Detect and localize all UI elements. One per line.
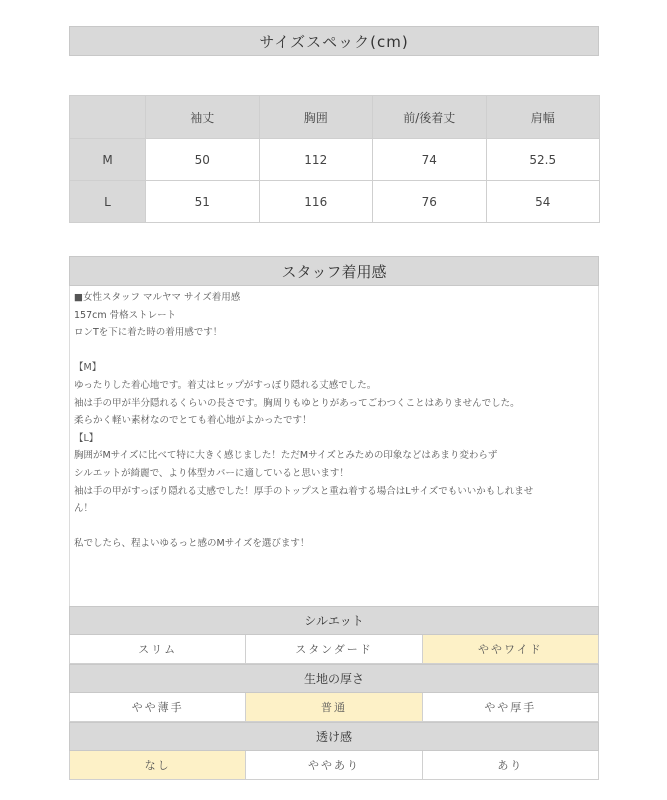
attribute-options-silhouette [69, 635, 599, 664]
attribute-label-thickness: 生地の厚さ [69, 664, 599, 693]
text-line: 袖は手の甲がすっぽり隠れる丈感でした！厚手のトップスと重ね着する場合はLサイズでもいいかもしれませ [74, 485, 534, 497]
size-spec-table [69, 95, 600, 223]
text-line [74, 518, 594, 536]
row-header-size: M [70, 139, 146, 181]
column-header: 袖丈 [146, 96, 260, 139]
size-spec-corner [70, 96, 146, 139]
row-header-size: L [70, 181, 146, 223]
table-cell: 116 [259, 181, 373, 223]
column-header: 肩幅 [486, 96, 600, 139]
table-cell: 76 [373, 181, 487, 223]
attribute-option: やや厚手 [423, 693, 599, 722]
column-header: 前/後着丈 [373, 96, 487, 139]
text-line [74, 342, 594, 360]
attribute-option: 普通 [246, 693, 422, 722]
staff-impression-text [69, 286, 599, 606]
text-line: 【M】 [74, 362, 102, 374]
table-cell: 74 [373, 139, 487, 181]
attribute-option: スリム [70, 635, 246, 664]
size-spec-title: サイズスペック(cm) [69, 26, 599, 56]
attribute-option: ややワイド [423, 635, 599, 664]
attribute-option: あり [423, 751, 599, 780]
text-line: シルエットが綺麗で、より体型カバーに適していると思います！ [74, 467, 349, 479]
text-line: 私でしたら、程よいゆるっと感のMサイズを選びます！ [74, 538, 310, 550]
attribute-options-sheerness [69, 751, 599, 780]
attribute-label-sheerness: 透け感 [69, 722, 599, 751]
table-cell: 50 [146, 139, 260, 181]
text-line: 胸囲がMサイズに比べて特に大きく感じました！ただMサイズとみための印象などはあまり変わらず [74, 450, 498, 462]
attribute-option: スタンダード [246, 635, 422, 664]
column-header: 胸囲 [259, 96, 373, 139]
text-line: 【L】 [74, 432, 99, 444]
text-line: 157cm 骨格ストレート [74, 309, 177, 321]
staff-impression-title: スタッフ着用感 [69, 256, 599, 286]
attribute-option: なし [70, 751, 246, 780]
table-row [70, 139, 600, 181]
attribute-option: ややあり [246, 751, 422, 780]
text-line: ■女性スタッフ マルヤマ サイズ着用感 [74, 292, 241, 303]
text-line: 袖は手の甲が半分隠れるくらいの長さです。胸周りもゆとりがあってごわつくことはありませんでした。 [74, 397, 520, 409]
table-cell: 54 [486, 181, 600, 223]
attribute-option: やや薄手 [70, 693, 246, 722]
size-spec-header-row [70, 96, 600, 139]
text-line: ロンTを下に着た時の着用感です！ [74, 327, 223, 339]
text-line: ゆったりした着心地です。着丈はヒップがすっぽり隠れる丈感でした。 [74, 379, 377, 391]
text-line: ん！ [74, 503, 94, 515]
table-cell: 112 [259, 139, 373, 181]
attribute-label-silhouette: シルエット [69, 606, 599, 635]
table-cell: 52.5 [486, 139, 600, 181]
table-cell: 51 [146, 181, 260, 223]
attribute-options-thickness [69, 693, 599, 722]
table-row [70, 181, 600, 223]
text-line: 柔らかく軽い素材なのでとても着心地がよかったです！ [74, 415, 312, 427]
